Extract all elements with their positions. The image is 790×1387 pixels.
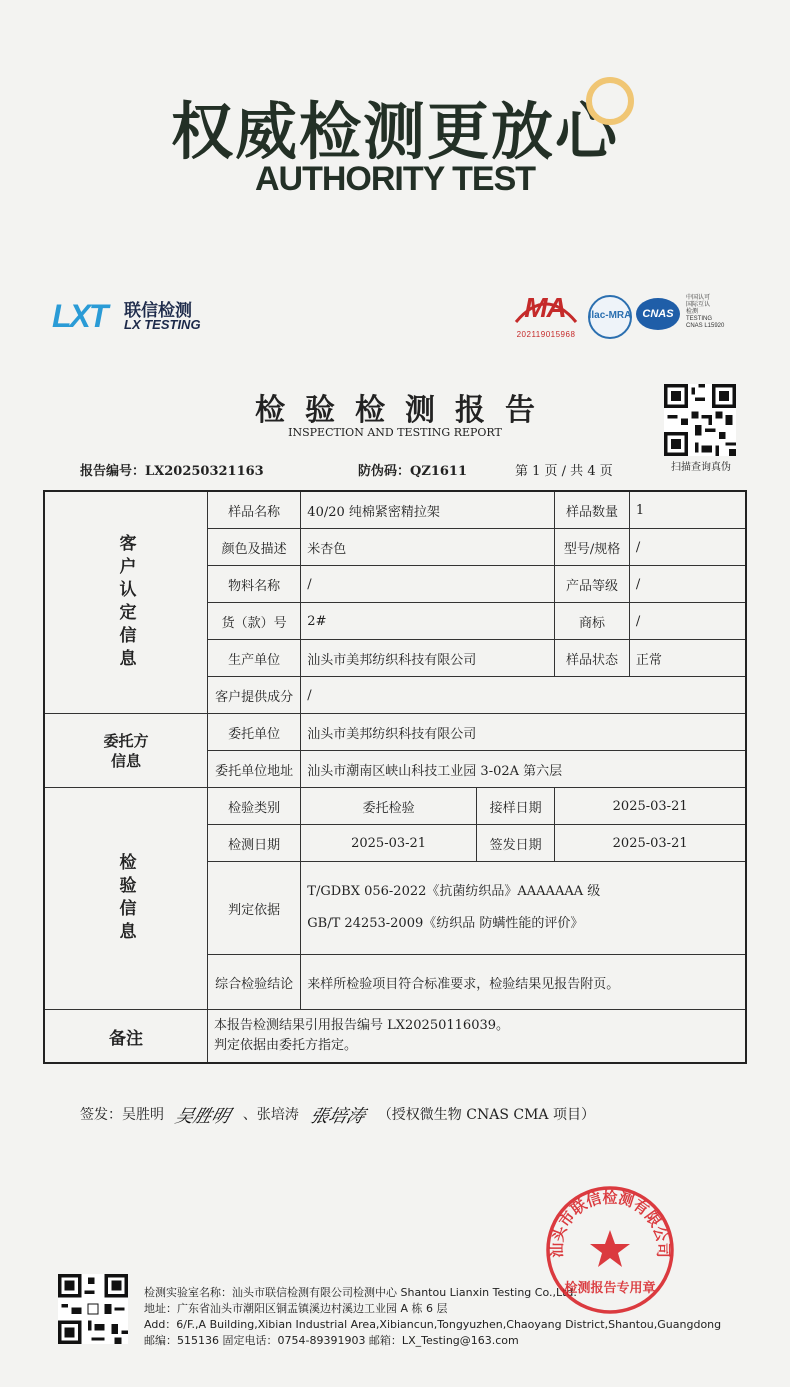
- page-headline: 权威检测更放心: [170, 95, 619, 168]
- sample-name-value: 40/20 纯棉紧密精拉架: [301, 491, 555, 529]
- producer-label: 生产单位: [208, 640, 301, 677]
- client-section-title: [44, 491, 208, 714]
- item-no-label: 货（款）号: [208, 603, 301, 640]
- table-row: [44, 714, 746, 751]
- lx-testing-logo: [52, 296, 252, 336]
- material-label: 物料名称: [208, 566, 301, 603]
- basis-value: [301, 862, 746, 955]
- issue-date-value: 2025-03-21: [555, 825, 746, 862]
- conclusion-label: 综合检验结论: [208, 955, 301, 1010]
- remarks-label: 备注: [44, 1010, 208, 1064]
- report-table: [43, 490, 747, 1064]
- test-date-label: 检测日期: [208, 825, 301, 862]
- cnas-small-line: TESTING: [686, 316, 713, 322]
- stamp-bottom-text: 检测报告专用章: [564, 1281, 656, 1296]
- item-no-value: 2#: [301, 603, 555, 640]
- sample-qty-label: 样品数量: [555, 491, 630, 529]
- signer-prefix: 签发：吴胜明: [80, 1107, 164, 1123]
- entrust-unit-label: 委托单位: [208, 714, 301, 751]
- signature-line: [80, 1102, 595, 1128]
- cnas-label: CNAS: [642, 308, 674, 320]
- signature-2-handwriting: 張培涛: [308, 1106, 368, 1127]
- qr-caption: 扫描查询真伪: [671, 462, 731, 473]
- receive-date-label: 接样日期: [476, 788, 554, 825]
- signature-1-handwriting: 吴胜明: [173, 1106, 233, 1127]
- footer-lab-name: 检测实验室名称：汕头市联信检测有限公司检测中心 Shantou Lianxin Testing Co.,Ltd.: [144, 1286, 577, 1299]
- cnas-small-line: CNAS L15920: [686, 323, 725, 329]
- sample-state-label: 样品状态: [555, 640, 630, 677]
- inspection-type-value: 委托检验: [301, 788, 477, 825]
- report-title: 检验检测报告: [255, 393, 555, 428]
- cma-number: 202119015968: [516, 330, 576, 339]
- verification-qr-code-icon[interactable]: [664, 384, 736, 456]
- section-title-line: 委托方: [103, 731, 149, 750]
- table-row: [44, 1010, 746, 1064]
- basis-line: GB/T 24253-2009《纺织品 防螨性能的评价》: [307, 916, 584, 931]
- report-number: 报告编号：LX20250321163: [80, 464, 264, 479]
- page-info: 第 1 页 / 共 4 页: [515, 464, 613, 479]
- grade-label: 产品等级: [555, 566, 630, 603]
- model-value: /: [629, 529, 746, 566]
- color-value: 米杏色: [301, 529, 555, 566]
- brand-label: 商标: [555, 603, 630, 640]
- cnas-accreditation-text: [686, 295, 724, 330]
- basis-label: 判定依据: [208, 862, 301, 955]
- report-title-en: INSPECTION AND TESTING REPORT: [288, 426, 502, 439]
- signer-middle: 、张培涛: [242, 1107, 299, 1123]
- logo-mark: LXT: [52, 298, 107, 334]
- sample-state-value: 正常: [629, 640, 746, 677]
- test-date-value: 2025-03-21: [301, 825, 477, 862]
- entrust-address-value: 汕头市潮南区峡山科技工业园 3-02A 第六层: [301, 751, 746, 788]
- entrust-address-label: 委托单位地址: [208, 751, 301, 788]
- section-title-line: 信息: [110, 751, 141, 770]
- footer-address-en: Add：6/F.,A Building,Xibian Industrial Area,Xibiancun,Tongyuzhen,Chaoyang District,Shantou,Guangdong: [144, 1318, 722, 1331]
- composition-label: 客户提供成分: [208, 677, 301, 714]
- page-subheadline: AUTHORITY TEST: [254, 160, 536, 198]
- grade-value: /: [629, 566, 746, 603]
- stamp-arc-text: 汕头市联信检测有限公司: [547, 1188, 673, 1258]
- brand-value: /: [629, 603, 746, 640]
- cnas-small-line: 国际互认: [686, 302, 711, 308]
- cnas-small-line: 检测: [686, 309, 699, 315]
- logo-name-cn: 联信检测: [124, 301, 192, 321]
- entrust-section-title: [44, 714, 208, 788]
- entrust-unit-value: 汕头市美邦纺织科技有限公司: [301, 714, 746, 751]
- color-label: 颜色及描述: [208, 529, 301, 566]
- issue-date-label: 签发日期: [476, 825, 554, 862]
- decorative-ring: [586, 77, 634, 125]
- inspection-section-title: [44, 788, 208, 1010]
- cma-label: MA: [524, 292, 566, 323]
- footer-qr-code-icon[interactable]: [58, 1274, 128, 1344]
- anti-counterfeit-code: 防伪码：QZ1611: [358, 464, 467, 479]
- material-value: /: [301, 566, 555, 603]
- remarks-line: 判定依据由委托方指定。: [214, 1038, 358, 1053]
- ilac-label: ilac-MRA: [588, 310, 632, 321]
- cnas-small-line: 中国认可: [686, 295, 711, 301]
- conclusion-value: 来样所检验项目符合标准要求，检验结果见报告附页。: [301, 955, 746, 1010]
- footer-address-cn: 地址：广东省汕头市潮阳区铜盂镇溪边村溪边工业园 A 栋 6 层: [144, 1302, 448, 1315]
- inspection-type-label: 检验类别: [208, 788, 301, 825]
- section-title-text: 客户认定信息: [115, 533, 136, 672]
- remarks-line: 本报告检测结果引用报告编号 LX20250116039。: [214, 1018, 510, 1033]
- basis-line: T/GDBX 056-2022《抗菌纺织品》AAAAAAA 级: [307, 884, 601, 899]
- producer-value: 汕头市美邦纺织科技有限公司: [301, 640, 555, 677]
- table-row: [44, 788, 746, 825]
- signer-suffix: （授权微生物 CNAS CMA 项目）: [377, 1107, 595, 1123]
- model-label: 型号/规格: [555, 529, 630, 566]
- composition-value: /: [301, 677, 746, 714]
- sample-qty-value: 1: [629, 491, 746, 529]
- remarks-value: [208, 1010, 747, 1064]
- receive-date-value: 2025-03-21: [555, 788, 746, 825]
- table-row: [44, 491, 746, 529]
- official-seal-stamp-icon: [544, 1184, 676, 1316]
- sample-name-label: 样品名称: [208, 491, 301, 529]
- logo-name-en: LX TESTING: [124, 317, 201, 332]
- section-title-text: 检验信息: [115, 852, 136, 945]
- footer-contact: 邮编：515136 固定电话：0754-89391903 邮箱：LX_Testing@163.com: [144, 1334, 519, 1347]
